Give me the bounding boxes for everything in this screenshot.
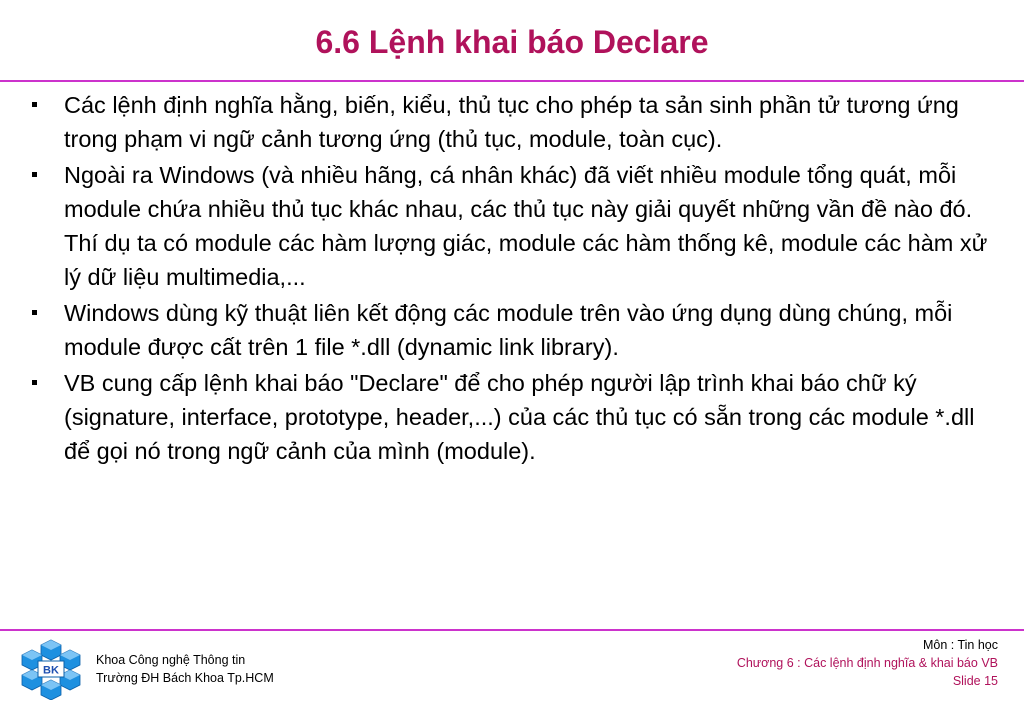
bullet-item [32,296,997,364]
bullet-list [32,88,997,470]
bullet-text: VB cung cấp lệnh khai báo "Declare" để cho phép người lập trình khai báo chữ ký (signature, interface, prototype, header,...) của các thủ tục có sẵn trong các module *.dll để gọi nó trong ngữ cảnh của mình (module). [64,370,975,464]
slide-info [737,636,998,690]
square-bullet-icon [32,380,37,385]
faculty-name: Khoa Công nghệ Thông tin [96,653,246,667]
square-bullet-icon [32,310,37,315]
bullet-item [32,88,997,156]
bullet-text: Ngoài ra Windows (và nhiều hãng, cá nhân khác) đã viết nhiều module tổng quát, mỗi module chứa nhiều thủ tục khác nhau, các thủ tục này giải quyết những vần đề nào đó. Thí dụ ta có module các hàm lượng giác, module các hàm thống kê, module các hàm xử lý dữ liệu multimedia,... [64,162,988,290]
slide-number: Slide 15 [952,674,998,688]
chapter-title: Chương 6 : Các lệnh định nghĩa & khai báo VB [736,656,998,670]
footer-divider [0,629,1024,631]
bullet-item [32,158,997,294]
svg-text:BK: BK [43,664,59,677]
square-bullet-icon [32,172,37,177]
university-name: Trường ĐH Bách Khoa Tp.HCM [96,671,274,685]
bullet-text: Các lệnh định nghĩa hằng, biến, kiểu, thủ tục cho phép ta sản sinh phần tử tương ứng trong phạm vi ngữ cảnh tương ứng (thủ tục, module, toàn cục). [64,92,959,152]
bullet-text: Windows dùng kỹ thuật liên kết động các module trên vào ứng dụng dùng chúng, mỗi module được cất trên 1 file *.dll (dynamic link library). [64,300,953,360]
institution-info [96,651,274,687]
bk-university-logo [20,638,82,700]
title-divider [0,80,1024,82]
square-bullet-icon [32,102,37,107]
bullet-item [32,366,997,468]
slide-title: 6.6 Lệnh khai báo Declare [315,24,709,60]
course-name: Môn : Tin học [922,638,998,652]
